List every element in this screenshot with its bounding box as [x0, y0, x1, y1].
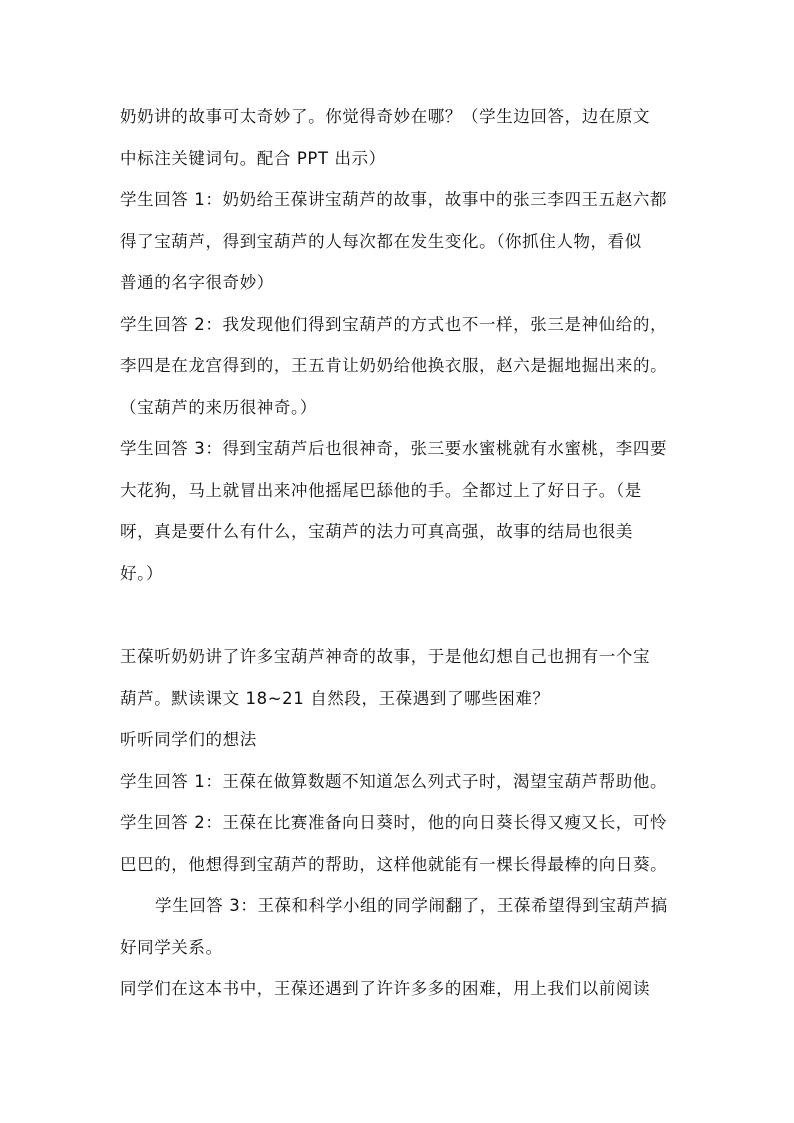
text-line: 听听同学们的想法 [120, 730, 257, 749]
text-line: 学生回答 3：得到宝葫芦后也很神奇，张三要水蜜桃就有水蜜桃，李四要 [120, 439, 668, 458]
text-line: 好。） [120, 564, 164, 583]
text-line: 普通的名字很奇妙） [120, 273, 274, 292]
text-line: 王葆听奶奶讲了许多宝葫芦神奇的故事，于是他幻想自己也拥有一个宝 [120, 647, 651, 666]
text-line: 同学们在这本书中，王葆还遇到了许许多多的困难，用上我们以前阅读 [120, 979, 651, 998]
text-line: （宝葫芦的来历很神奇。） [120, 398, 317, 417]
text-line: 葫芦。默读课文 18~21 自然段，王葆遇到了哪些困难？ [120, 689, 550, 708]
text-line: 巴巴的，他想得到宝葫芦的帮助，这样他就能有一棵长得最棒的向日葵。 [120, 855, 668, 874]
text-line: 学生回答 2：我发现他们得到宝葫芦的方式也不一样，张三是神仙给的， [120, 315, 668, 334]
text-line: 李四是在龙宫得到的，王五肯让奶奶给他换衣服，赵六是掘地掘出来的。 [120, 356, 668, 375]
text-line: 好同学关系。 [120, 938, 223, 957]
text-line: 学生回答 1：奶奶给王葆讲宝葫芦的故事，故事中的张三李四王五赵六都 [120, 190, 668, 209]
text-line: 学生回答 2：王葆在比赛准备向日葵时，他的向日葵长得又瘦又长，可怜 [120, 813, 668, 832]
text-line: 呀，真是要什么有什么，宝葫芦的法力可真高强，故事的结局也很美 [120, 522, 633, 541]
text-line: 学生回答 3：王葆和科学小组的同学闹翻了，王葆希望得到宝葫芦搞 [155, 896, 668, 915]
text-line: 大花狗，马上就冒出来冲他摇尾巴舔他的手。全都过上了好日子。（是 [120, 481, 642, 500]
text-line: 奶奶讲的故事可太奇妙了。你觉得奇妙在哪？（学生边回答，边在原文 [120, 107, 651, 126]
text-line: 得了宝葫芦，得到宝葫芦的人每次都在发生变化。（你抓住人物，看似 [120, 232, 642, 251]
text-line: 学生回答 1：王葆在做算数题不知道怎么列式子时，渴望宝葫芦帮助他。 [120, 772, 668, 791]
text-line: 中标注关键词句。配合 PPT 出示） [120, 149, 386, 168]
